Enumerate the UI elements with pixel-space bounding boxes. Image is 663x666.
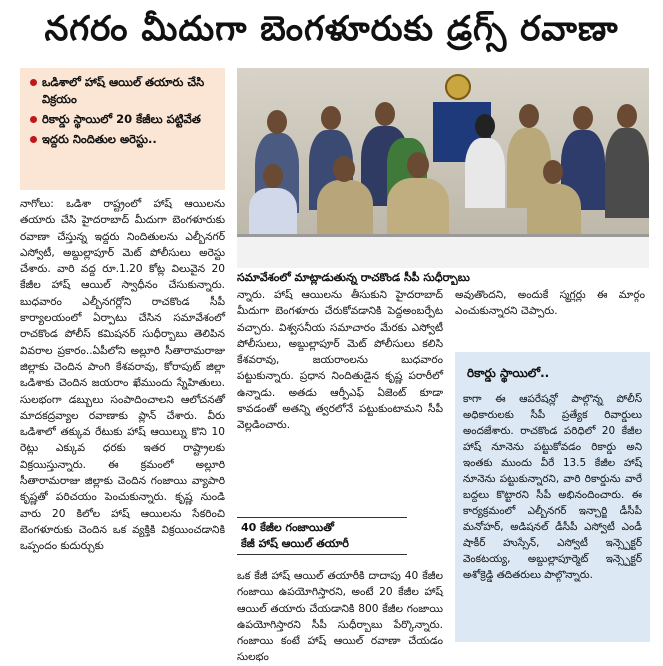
police-emblem-icon xyxy=(445,74,471,100)
column-3-top-text: అవుతొందని, అందుకే స్మగ్లర్లు ఈ మార్గం ఎంచుకున్నారని చెప్పారు. xyxy=(455,289,645,318)
subhead-line-1: 40 కేజీల గంజాయితో xyxy=(241,521,334,534)
highlight-3: ఇద్దరు నిందితుల అరెస్టు.. xyxy=(30,131,221,148)
column-2-bottom-text: ఒక కేజీ హాష్ ఆయిల్ తయారీకి దాదాపు 40 కేజీల గంజాయి ఉపయోగిస్తారని, అంటే 20 కేజీల హాష్ ఆయిల్ తయారు చేయడానికి 800 కేజీల గంజాయి ఉపయోగిస్తారని సీపీ సుధీర్బాబు పేర్కొన్నారు. గంజాయి కంటే హాష్ ఆయిల్ రవాణా చేయడం సులభం xyxy=(237,570,443,664)
headline: నగరం మీదుగా బెంగళూరుకు డ్రగ్స్ రవాణా xyxy=(44,9,619,49)
highlights-box xyxy=(20,68,225,190)
record-box xyxy=(455,352,650,642)
article-column-1 xyxy=(20,196,225,555)
article-column-2 xyxy=(237,287,443,434)
article-column-3 xyxy=(455,287,645,320)
subhead-line-2: కేజీ హాష్ ఆయిల్ తయారీ xyxy=(241,537,349,550)
column-2-top-text: న్నారు. హాష్ ఆయిలను తీసుకుని హైదరాబాద్ మీదుగా బెంగళూరు చేరుకోవడానికి పెద్దఅంబర్పేట వచ్చారు. విశ్వసనీయ సమాచారం మేరకు ఎస్వోటీ పోలీసులు, అబ్దుల్లాపూర్ మెట్ పోలీసులు కలిసి కేశవరావు, జయరాంలను బుధవారం పట్టుకున్నారు. ప్రధాన నిందితుడైన కృష్ణ పరారీలో ఉన్నాడు. అతడు ఆర్పీఎఫ్ ఏజెంట్ కూడా కావడంతో అతన్ని త్వరలోనే పట్టుకుంటామని సీపీ వెల్లడించారు. xyxy=(237,289,443,432)
column-1-text: నాగోలు: ఒడిశా రాష్ట్రంలో హాష్ ఆయిలను తయారు చేసి హైదరాబాద్ మీదుగా బెంగళూరుకు రవాణా చేస్తున్న ఇద్దరు నిందితులను ఎల్బీనగర్ ఎస్వోటీ, అబ్దుల్లాపూర్ మెట్ పోలీసులు అరెస్టు చేశారు. వారి వద్ద రూ.1.20 కోట్ల విలువైన 20 కేజీల హాష్ ఆయిల్ స్వాధీనం చేసుకున్నారు. బుధవారం ఎల్బీనగర్లోని రాచకొండ సీపీ కార్యాలయంలో ఏర్పాటు చేసిన సమావేశంలో రాచకొండ పోలీస్ కమిషనర్ సుధీర్బాబు తెలిపిన వివరాల ప్రకారం..ఏపీలోని అల్లూరి సీతారామరాజు జిల్లాకు చెందిన పాంగి కేశవరావు, కోరాపుట్ జిల్లా ఒడిశాకు చెందిన జయరాం ఖేముందు స్నేహితులు. సులభంగా డబ్బులు సంపాదించాలని ఆలోచనతో మాదకద్రవ్యాల రవాణాకు ప్లాన్ చేశారు. వీరు ఒడిశాలో తక్కువ రేటుకు హాష్ ఆయిల్ను కొని 10 రెట్లు ఎక్కువ ధరకు ఇతర రాష్ట్రాలకు విక్రయిస్తున్నారు. ఈ క్రమంలో అల్లూరి సీతారామరాజు జిల్లాకు చెందిన గంజాయి వ్యాపారి కృష్ణతో పరిచయం పెంచుకున్నారు. కృష్ణ నుండి వారు 20 కిలోల హాష్ ఆయిలను సేకరించి బెంగళూరుకు చెందిన ఒక వ్యక్తికి విక్రయించడానికి ఒప్పందం కుదుర్చుకు xyxy=(20,198,225,553)
photo-caption: సమావేశంలో మాట్లాడుతున్న రాచకొండ సీపీ సుధీర్బాబు xyxy=(237,271,470,284)
subheading xyxy=(237,515,443,557)
box-title: రికార్డు స్థాయిలో.. xyxy=(467,366,550,380)
conference-table xyxy=(237,234,649,268)
article-column-2-bottom xyxy=(237,568,443,666)
highlight-2: రికార్డు స్థాయిలో 20 కేజీలు పట్టివేత xyxy=(30,111,221,128)
highlight-1: ఒడిశాలో హాష్ ఆయిల్ తయారు చేసి విక్రయం xyxy=(30,74,221,108)
press-meet-photo xyxy=(237,68,649,268)
box-text: కాగా ఈ ఆపరేషన్లో పాల్గొన్న పోలీస్ అధికారులకు సీపీ ప్రత్యేక రివార్డులు అందజేశారు. రాచకొండ పరిధిలో 20 కేజీల హాష్ నూనెను పట్టుకోవడం రికార్డు అని ఇంతకు ముందు వీరే 13.5 కేజీల హాష్ నూనెను పట్టుకున్నారని, వారి రికార్డును వారే బద్దలు కొట్టారని సీపీ అభినందించారు. ఈ కార్యక్రమంలో ఎల్బీనగర్ ఇన్చార్జి డీసీపీ మనోహర్, అడిషనల్ డీసీపీ ఎస్వోటీ ఎండీ షాకీర్ హుస్సేన్, ఎస్వోటీ ఇన్స్పెక్టర్ వెంకటయ్య, అబ్దుల్లాపూర్మెట్ ఇన్స్పెక్టర్ అశోక్రెడ్డి తదితరులు పాల్గొన్నారు. xyxy=(463,393,642,581)
